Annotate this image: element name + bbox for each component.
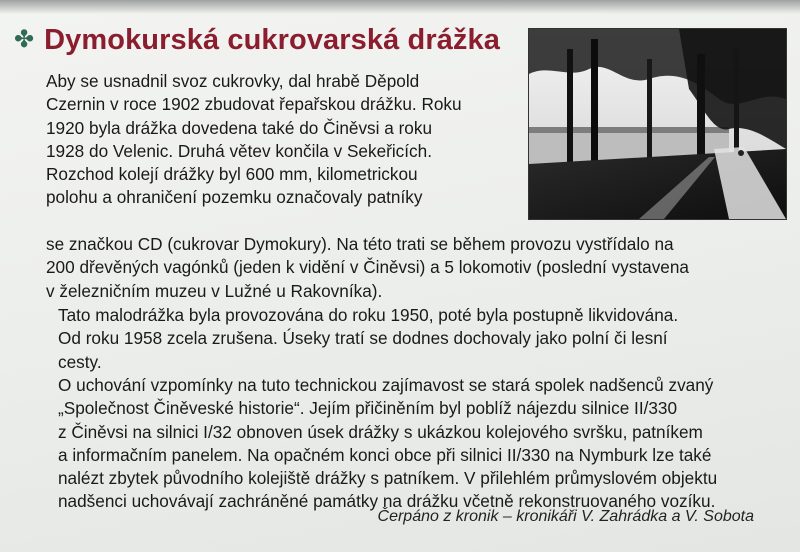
paragraph-2 [58, 304, 678, 374]
text-line: a informačním panelem. Na opačném konci obce při silnici II/330 na Nymburk lze také [58, 444, 712, 465]
paragraph-1 [46, 70, 462, 210]
paragraph-1-continued [46, 233, 689, 303]
paragraph-3 [58, 374, 717, 514]
text-line: Czernin v roce 1902 zbudovat řepařskou drážku. Roku [46, 94, 462, 115]
text-line: O uchování vzpomínky na tuto technickou zajímavost se stará spolek nadšenců zvaný [58, 375, 714, 395]
title-row [14, 20, 500, 60]
text-line: v železničním muzeu v Lužné u Rakovníka). [46, 280, 383, 301]
text-line: nalézt zbytek původního kolejiště drážky s patníkem. V přilehlém průmyslovém objektu [58, 468, 718, 489]
text-line: Od roku 1958 zcela zrušena. Úseky tratí se dodnes dochovaly jako polní či lesní [58, 328, 668, 349]
text-line: nadšenci uchovávají zachráněné památky na drážku včetně rekonstruovaného vozíku. [58, 491, 716, 512]
text-line: se značkou CD (cukrovar Dymokury). Na této trati se během provozu vystřídalo na [46, 234, 674, 254]
text-line: „Společnost Činěveské historie“. Jejím přičiněním byl poblíž nájezdu silnice II/330 [58, 398, 678, 419]
text-line: Rozchod kolejí drážky byl 600 mm, kilometrickou [46, 164, 418, 185]
text-line: polohu a ohraničení pozemku označovaly patníky [46, 187, 423, 208]
text-line: 1920 byla drážka dovedena také do Činěvsi a roku [46, 117, 433, 138]
text-line: cesty. [58, 351, 102, 372]
sign-top-shadow [0, 0, 800, 14]
clover-icon: ✤ [14, 26, 35, 53]
text-line: Tato malodrážka byla provozována do roku 1950, poté byla postupně likvidována. [58, 305, 679, 325]
text-line: Aby se usnadnil svoz cukrovky, dal hrabě Děpold [46, 71, 420, 91]
source-credit: Čerpáno z kronik – kronikáři V. Zahrádka a V. Sobota [377, 508, 754, 525]
text-line: z Činěvsi na silnici I/32 obnoven úsek drážky s ukázkou kolejového svršku, patníkem [58, 421, 703, 442]
text-line: 200 dřevěných vagónků (jeden k vidění v Činěvsi) a 5 lokomotiv (poslední vystavena [46, 257, 689, 278]
historical-photo [528, 28, 787, 220]
photo-svg [529, 29, 786, 219]
text-line: 1928 do Velenic. Druhá větev končila v Sekeřicích. [46, 140, 432, 161]
sign-title: Dymokurská cukrovarská drážka [44, 23, 500, 56]
